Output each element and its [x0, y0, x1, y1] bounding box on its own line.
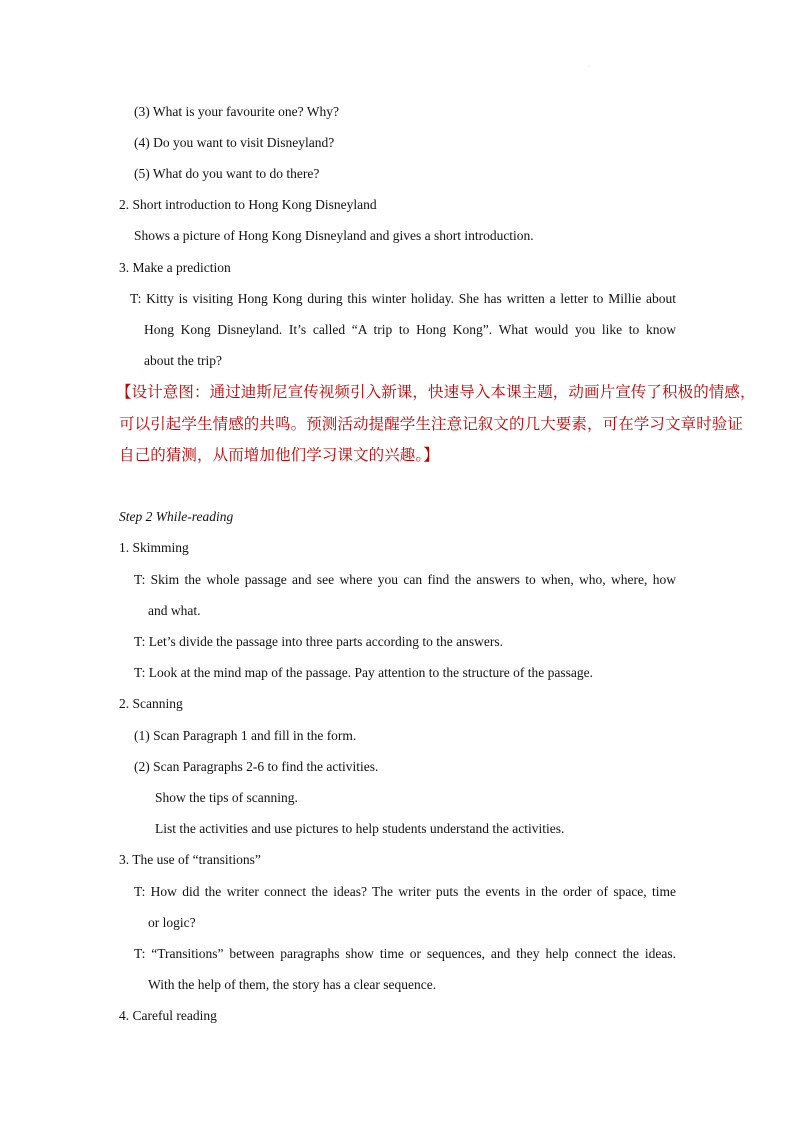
question-5: (5) What do you want to do there? — [134, 166, 320, 181]
design-note-line-2: 可以引起学生情感的共鸣。预测活动提醒学生注意记叙文的几大要素，可在学习文章时验证 — [119, 415, 744, 433]
design-note-line-1: 【设计意图：通过迪斯尼宣传视频引入新课，快速导入本课主题，动画片宣传了积极的情感， — [116, 383, 756, 401]
skimming-t2: T: Let’s divide the passage into three parts according to the answers. — [134, 634, 503, 649]
page-dot: · — [588, 64, 590, 70]
skimming-t1-line-2: and what. — [148, 603, 201, 618]
scanning-2-list: List the activities and use pictures to help students understand the activities. — [155, 821, 565, 836]
item-3-line-2: Hong Kong Disneyland. It’s called “A trip to Hong Kong”. What would you like to know — [144, 322, 676, 337]
transitions-t2-line-1: T: “Transitions” between paragraphs show time or sequences, and they help connect the ideas. — [134, 946, 676, 961]
scanning-heading: 2. Scanning — [119, 696, 183, 711]
skimming-t3: T: Look at the mind map of the passage. Pay attention to the structure of the passage. — [134, 665, 593, 680]
item-3-line-1: T: Kitty is visiting Hong Kong during this winter holiday. She has written a letter to Millie about — [130, 291, 676, 306]
skimming-t1-line-1: T: Skim the whole passage and see where you can find the answers to when, who, where, how — [134, 572, 676, 587]
transitions-heading: 3. The use of “transitions” — [119, 852, 261, 867]
step-2-heading: Step 2 While-reading — [119, 509, 234, 524]
design-note-line-3: 自己的猜测，从而增加他们学习课文的兴趣。】 — [119, 446, 439, 464]
transitions-t1-line-2: or logic? — [148, 915, 196, 930]
transitions-t1-line-1: T: How did the writer connect the ideas? The writer puts the events in the order of space, time — [134, 884, 676, 899]
transitions-t2-line-2: With the help of them, the story has a clear sequence. — [148, 977, 437, 992]
skimming-heading: 1. Skimming — [119, 540, 189, 555]
question-4: (4) Do you want to visit Disneyland? — [134, 135, 335, 150]
question-3: (3) What is your favourite one? Why? — [134, 104, 339, 119]
item-3-heading: 3. Make a prediction — [119, 260, 231, 275]
item-2-heading: 2. Short introduction to Hong Kong Disneyland — [119, 197, 377, 212]
scanning-1: (1) Scan Paragraph 1 and fill in the form. — [134, 728, 357, 743]
item-2-body: Shows a picture of Hong Kong Disneyland and gives a short introduction. — [134, 228, 534, 243]
scanning-2: (2) Scan Paragraphs 2-6 to find the activities. — [134, 759, 379, 774]
item-3-line-3: about the trip? — [144, 353, 222, 368]
scanning-2-tips: Show the tips of scanning. — [155, 790, 298, 805]
careful-reading-heading: 4. Careful reading — [119, 1008, 217, 1023]
